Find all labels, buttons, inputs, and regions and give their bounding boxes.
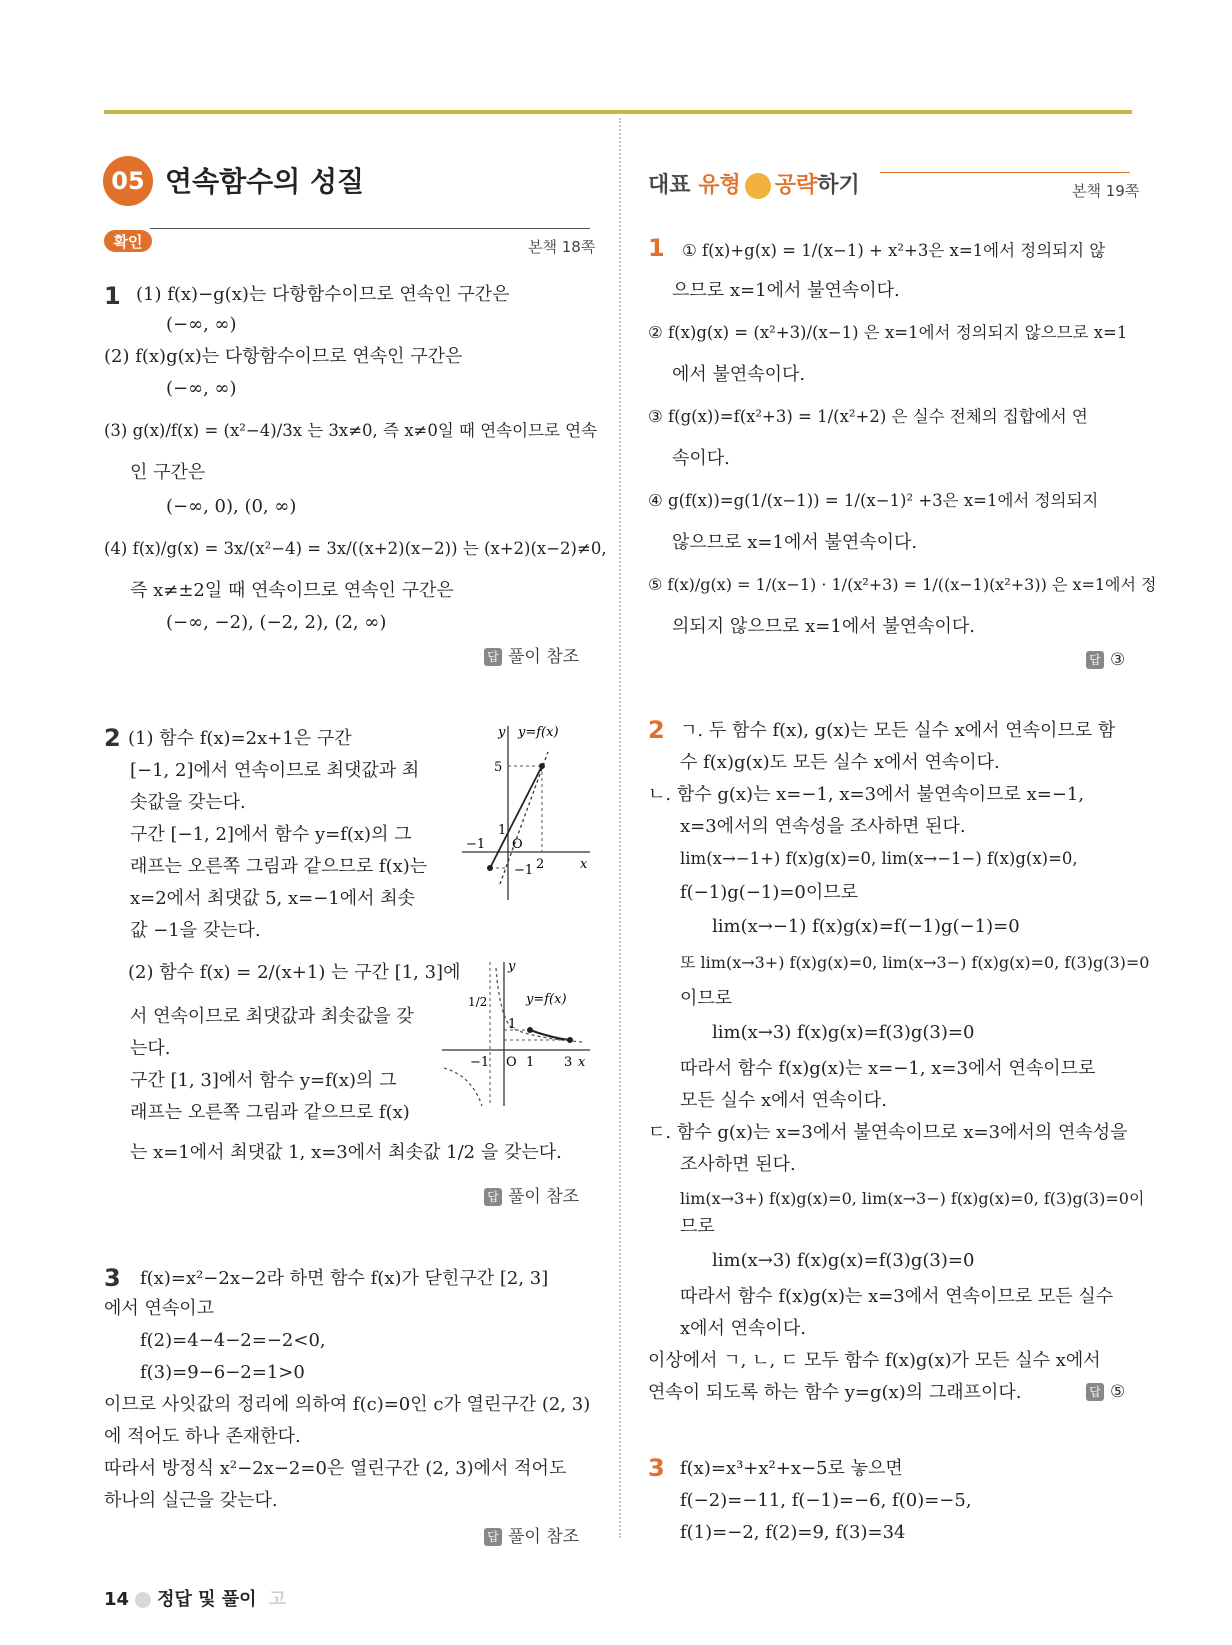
endpoint bbox=[567, 1037, 573, 1043]
text-line: (3) g(x)/f(x) = (x²−4)/3x 는 3x≠0, 즉 x≠0일 때 연속이므로 연속 bbox=[104, 421, 598, 440]
page-number: 14 bbox=[104, 1589, 130, 1610]
text-line: ⑤ f(x)/g(x) = 1/(x−1) · 1/(x²+3) = 1/((x−1)(x²+3)) 은 x=1에서 정 bbox=[648, 575, 1157, 594]
footer-ghost-text: 고 bbox=[268, 1589, 287, 1610]
text-line: f(2)=4−4−2=−2<0, bbox=[140, 1330, 326, 1351]
text-line: 솟값을 갖는다. bbox=[130, 792, 246, 813]
answer-box-icon: 답 bbox=[484, 648, 502, 666]
text-line: lim(x→−1+) f(x)g(x)=0, lim(x→−1−) f(x)g(x)=0, bbox=[680, 849, 1078, 868]
text-line: (2) f(x)g(x)는 다항함수이므로 연속인 구간은 bbox=[104, 346, 463, 367]
text-line: 따라서 방정식 x²−2x−2=0은 열린구간 (2, 3)에서 적어도 bbox=[104, 1458, 567, 1479]
text-line: 에서 연속이고 bbox=[104, 1298, 215, 1319]
endpoint bbox=[527, 1027, 533, 1033]
answer-note: 답 ③ bbox=[1086, 650, 1125, 670]
text-line: 의되지 않으므로 x=1에서 불연속이다. bbox=[672, 616, 976, 637]
text-line: lim(x→3+) f(x)g(x)=0, lim(x→3−) f(x)g(x)=0, f(3)g(3)=0이 bbox=[680, 1189, 1145, 1208]
text-line: 에 적어도 하나 존재한다. bbox=[104, 1426, 301, 1447]
endpoint bbox=[539, 763, 545, 769]
text-line: ㄷ. 함수 g(x)는 x=3에서 불연속이므로 x=3에서의 연속성을 bbox=[648, 1122, 1128, 1143]
origin-label: O bbox=[506, 1055, 517, 1070]
text-line: 인 구간은 bbox=[130, 462, 206, 483]
text-line: (4) f(x)/g(x) = 3x/(x²−4) = 3x/((x+2)(x−2)) 는 (x+2)(x−2)≠0, bbox=[104, 539, 607, 558]
section-title: 연속함수의 성질 bbox=[165, 165, 365, 198]
text-line: 므로 bbox=[680, 1216, 715, 1237]
problem-number: 2 bbox=[104, 724, 121, 752]
right-section-title bbox=[648, 168, 860, 199]
text-line: 수 f(x)g(x)도 모든 실수 x에서 연속이다. bbox=[680, 752, 1000, 773]
text-line: 구간 [−1, 2]에서 함수 y=f(x)의 그 bbox=[130, 824, 412, 845]
text-line: 않으므로 x=1에서 불연속이다. bbox=[672, 532, 918, 553]
endpoint bbox=[487, 865, 493, 871]
text-line: f(−1)g(−1)=0이므로 bbox=[680, 882, 859, 903]
title-part-a: 대표 bbox=[648, 173, 691, 198]
text-line: ① f(x)+g(x) = 1/(x−1) + x²+3은 x=1에서 정의되지 않 bbox=[682, 241, 1106, 260]
tick-label: 1 bbox=[498, 823, 507, 838]
text-line: (−∞, 0), (0, ∞) bbox=[166, 496, 297, 517]
text-line: f(x)=x³+x²+x−5로 놓으면 bbox=[680, 1458, 903, 1479]
text-line: 서 연속이므로 최댓값과 최솟값을 갖 bbox=[130, 1006, 414, 1027]
graph-linear bbox=[462, 722, 594, 902]
text-line: 또 lim(x→3+) f(x)g(x)=0, lim(x→3−) f(x)g(x)=0, f(3)g(3)=0 bbox=[680, 953, 1150, 972]
footer-dot-icon bbox=[135, 1592, 151, 1608]
footer-label: 정답 및 풀이 bbox=[157, 1589, 257, 1610]
text-line: (2) 함수 f(x) = 2/(x+1) 는 구간 [1, 3]에 bbox=[128, 962, 461, 983]
text-line: ㄱ. 두 함수 f(x), g(x)는 모든 실수 x에서 연속이므로 함 bbox=[680, 720, 1116, 741]
column-divider bbox=[619, 118, 621, 1538]
text-line: 래프는 오른쪽 그림과 같으므로 f(x) bbox=[130, 1102, 410, 1123]
tick-label: 2 bbox=[536, 857, 545, 872]
text-line: lim(x→3) f(x)g(x)=f(3)g(3)=0 bbox=[712, 1022, 975, 1043]
problem-number: 1 bbox=[104, 282, 121, 310]
tick-label: −1 bbox=[514, 863, 534, 878]
text-line: 따라서 함수 f(x)g(x)는 x=−1, x=3에서 연속이므로 bbox=[680, 1058, 1096, 1079]
problem-number: 3 bbox=[648, 1454, 665, 1482]
text-line: (1) f(x)−g(x)는 다항함수이므로 연속인 구간은 bbox=[136, 284, 510, 305]
tick-label: 1/2 bbox=[468, 995, 488, 1009]
function-line bbox=[490, 766, 542, 868]
answer-note: 답 ⑤ bbox=[1086, 1382, 1125, 1402]
text-line: 래프는 오른쪽 그림과 같으므로 f(x)는 bbox=[130, 856, 428, 877]
text-line: 모든 실수 x에서 연속이다. bbox=[680, 1090, 887, 1111]
text-line: 조사하면 된다. bbox=[680, 1154, 796, 1175]
problem-number: 1 bbox=[648, 234, 665, 262]
text-line: f(−2)=−11, f(−1)=−6, f(0)=−5, bbox=[680, 1490, 972, 1511]
func-label: y=f(x) bbox=[518, 725, 559, 740]
tick-label: −1 bbox=[466, 837, 486, 852]
text-line: (1) 함수 f(x)=2x+1은 구간 bbox=[128, 728, 352, 749]
text-line: f(x)=x²−2x−2라 하면 함수 f(x)가 닫힌구간 [2, 3] bbox=[140, 1268, 549, 1289]
text-line: 이므로 bbox=[680, 988, 733, 1009]
check-badge: 확인 bbox=[104, 230, 152, 252]
text-line: x=3에서의 연속성을 조사하면 된다. bbox=[680, 816, 966, 837]
text-line: lim(x→−1) f(x)g(x)=f(−1)g(−1)=0 bbox=[712, 916, 1020, 937]
text-line: (−∞, ∞) bbox=[166, 314, 237, 335]
text-line: ㄴ. 함수 g(x)는 x=−1, x=3에서 불연속이므로 x=−1, bbox=[648, 784, 1085, 805]
origin-label: O bbox=[512, 837, 523, 852]
text-line: 에서 불연속이다. bbox=[672, 364, 806, 385]
title-part-d: 하기 bbox=[817, 173, 860, 198]
answer-note: 답 풀이 참조 bbox=[484, 1522, 579, 1547]
text-line: (−∞, ∞) bbox=[166, 378, 237, 399]
answer-note: 답 풀이 참조 bbox=[484, 642, 579, 667]
answer-box-icon: 답 bbox=[484, 1188, 502, 1206]
axis-label-x: x bbox=[580, 857, 588, 872]
right-header-rule bbox=[880, 172, 1130, 173]
tick-label: 5 bbox=[494, 760, 503, 775]
title-part-c: 공략 bbox=[774, 173, 818, 198]
text-line: 속이다. bbox=[672, 448, 730, 469]
text-line: 즉 x≠±2일 때 연속이므로 연속인 구간은 bbox=[130, 580, 454, 601]
axis-label-y: y bbox=[508, 959, 516, 974]
text-line: [−1, 2]에서 연속이므로 최댓값과 최 bbox=[130, 760, 420, 781]
problem-number: 2 bbox=[648, 716, 665, 744]
text-line: 는다. bbox=[130, 1038, 171, 1059]
text-line: 따라서 함수 f(x)g(x)는 x=3에서 연속이므로 모든 실수 bbox=[680, 1286, 1114, 1307]
func-label: y=f(x) bbox=[526, 992, 567, 1007]
tick-label: −1 bbox=[470, 1055, 490, 1070]
tick-label: 1 bbox=[508, 1017, 517, 1032]
text-line: 하나의 실근을 갖는다. bbox=[104, 1490, 278, 1511]
text-line: f(3)=9−6−2=1>0 bbox=[140, 1362, 305, 1383]
text-line: ② f(x)g(x) = (x²+3)/(x−1) 은 x=1에서 정의되지 않으므로 x=1 bbox=[648, 323, 1128, 342]
text-line: 연속이 되도록 하는 함수 y=g(x)의 그래프이다. bbox=[648, 1382, 1022, 1403]
axis-label-y: y bbox=[498, 725, 506, 740]
text-line: 으므로 x=1에서 불연속이다. bbox=[672, 280, 900, 301]
graph-rational bbox=[442, 958, 592, 1108]
answer-note: 답 풀이 참조 bbox=[484, 1182, 579, 1207]
left-header-rule bbox=[150, 228, 590, 229]
answer-box-icon: 답 bbox=[1086, 1383, 1104, 1401]
answer-box-icon: 답 bbox=[484, 1528, 502, 1546]
left-page-ref: 본책 18쪽 bbox=[528, 238, 596, 256]
answer-box-icon: 답 bbox=[1086, 651, 1104, 669]
medal-icon bbox=[745, 173, 771, 199]
curve-left bbox=[444, 1068, 482, 1106]
text-line: ④ g(f(x))=g(1/(x−1)) = 1/(x−1)² +3은 x=1에서 정의되지 bbox=[648, 491, 1099, 510]
text-line: (−∞, −2), (−2, 2), (2, ∞) bbox=[166, 612, 387, 633]
title-part-b: 유형 bbox=[698, 173, 741, 198]
text-line: 이므로 사잇값의 정리에 의하여 f(c)=0인 c가 열린구간 (2, 3) bbox=[104, 1394, 591, 1415]
top-rule bbox=[104, 110, 1132, 114]
text-line: 값 −1을 갖는다. bbox=[130, 920, 261, 941]
section-number-badge: 05 bbox=[103, 156, 153, 206]
text-line: lim(x→3) f(x)g(x)=f(3)g(3)=0 bbox=[712, 1250, 975, 1271]
page-footer bbox=[104, 1585, 286, 1611]
problem-number: 3 bbox=[104, 1264, 121, 1292]
axis-label-x: x bbox=[578, 1055, 586, 1070]
text-line: x=2에서 최댓값 5, x=−1에서 최솟 bbox=[130, 888, 416, 909]
text-line: 이상에서 ㄱ, ㄴ, ㄷ 모두 함수 f(x)g(x)가 모든 실수 x에서 bbox=[648, 1350, 1101, 1371]
tick-label: 3 bbox=[564, 1055, 573, 1070]
text-line: 구간 [1, 3]에서 함수 y=f(x)의 그 bbox=[130, 1070, 397, 1091]
text-line: ③ f(g(x))=f(x²+3) = 1/(x²+2) 은 실수 전체의 집합에서 연 bbox=[648, 407, 1088, 426]
tick-label: 1 bbox=[526, 1055, 535, 1070]
text-line: x에서 연속이다. bbox=[680, 1318, 806, 1339]
text-line: 는 x=1에서 최댓값 1, x=3에서 최솟값 1/2 을 갖는다. bbox=[130, 1142, 562, 1163]
right-page-ref: 본책 19쪽 bbox=[1072, 182, 1140, 200]
text-line: f(1)=−2, f(2)=9, f(3)=34 bbox=[680, 1522, 906, 1543]
